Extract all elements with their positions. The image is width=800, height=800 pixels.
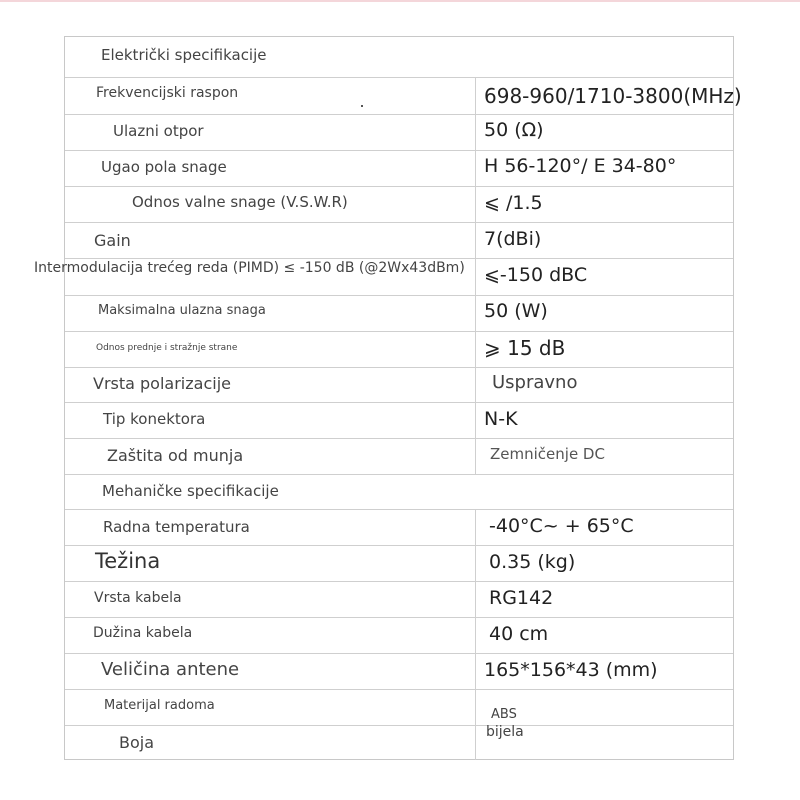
row-value: 698-960/1710-3800(MHz) <box>484 84 742 108</box>
table-row <box>65 151 733 187</box>
table-row <box>65 115 733 151</box>
row-value-color: bijela <box>486 724 524 740</box>
row-value: 0.35 (kg) <box>489 551 576 573</box>
row-label: Materijal radoma <box>104 698 215 713</box>
row-value: -40°C~ + 65°C <box>489 515 634 537</box>
table-row <box>65 332 733 368</box>
row-label: Veličina antene <box>101 659 240 680</box>
row-label: Odnos valne snage (V.S.W.R) <box>132 193 348 211</box>
spec-table <box>64 36 742 760</box>
row-value-radome-material: ABS <box>491 707 517 722</box>
row-label-pimd: Intermodulacija trećeg reda (PIMD) ≤ -150 dB (@2Wx43dBm) <box>34 260 465 276</box>
row-value: RG142 <box>489 587 554 609</box>
row-label: Radna temperatura <box>103 518 250 536</box>
row-label: Gain <box>94 231 131 250</box>
section-row-electrical <box>65 37 733 78</box>
row-label: Tip konektora <box>103 410 206 428</box>
row-label: Zaštita od munja <box>107 446 244 465</box>
section-title-mechanical: Mehaničke specifikacije <box>102 482 279 500</box>
table-row <box>65 187 733 223</box>
table-row <box>65 223 733 259</box>
row-label: Dužina kabela <box>93 625 193 641</box>
row-value: Zemničenje DC <box>490 445 605 463</box>
row-value: N-K <box>484 408 518 430</box>
row-value: H 56-120°/ E 34-80° <box>484 155 677 177</box>
top-accent-line <box>0 0 800 2</box>
table-row <box>65 546 733 582</box>
row-value: ⩽ /1.5 <box>484 192 543 214</box>
table-row <box>65 726 733 759</box>
row-label: Odnos prednje i stražnje strane <box>96 343 238 353</box>
row-value: 165*156*43 (mm) <box>484 659 658 681</box>
table-row <box>65 78 742 115</box>
table-row <box>65 368 733 403</box>
row-label: Frekvencijski raspon <box>96 85 239 101</box>
row-label: Boja <box>119 733 155 752</box>
row-label: Ugao pola snage <box>101 158 227 176</box>
table-row <box>65 654 733 690</box>
table-row <box>65 296 733 332</box>
table-row <box>65 690 733 726</box>
table-row <box>65 582 733 618</box>
row-value: 50 (Ω) <box>484 119 544 141</box>
table-row <box>65 439 733 475</box>
table-row <box>65 403 733 439</box>
row-value: ⩽-150 dBC <box>484 264 588 286</box>
row-label: Vrsta polarizacije <box>93 374 231 393</box>
table-row <box>65 618 733 654</box>
row-label: Težina <box>95 549 161 573</box>
row-value: 7(dBi) <box>484 228 542 250</box>
row-label: Maksimalna ulazna snaga <box>98 303 266 318</box>
row-value: Uspravno <box>492 372 578 393</box>
row-label: Ulazni otpor <box>113 122 204 140</box>
row-label: Vrsta kabela <box>94 590 182 606</box>
section-row-mechanical <box>65 475 733 510</box>
row-value: 40 cm <box>489 623 549 645</box>
row-value: 50 (W) <box>484 300 548 322</box>
section-title-electrical: Električki specifikacije <box>101 46 267 64</box>
table-row <box>65 510 733 546</box>
row-value: ⩾ 15 dB <box>484 336 566 360</box>
